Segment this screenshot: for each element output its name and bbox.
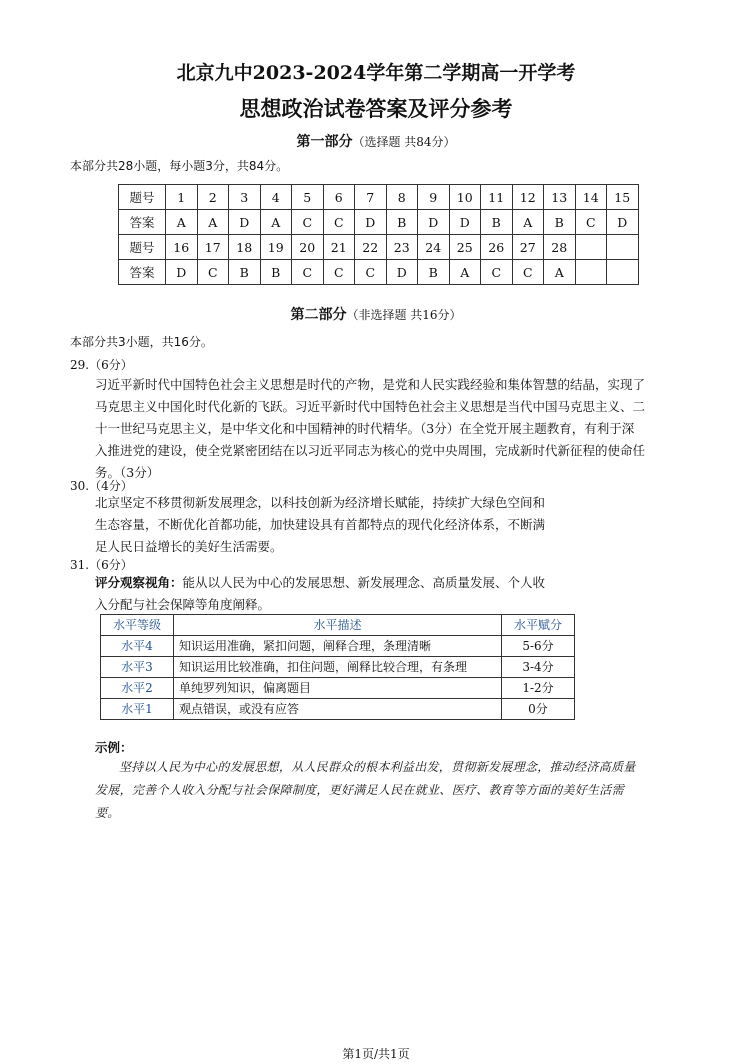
a-cell: B	[544, 210, 576, 235]
a-cell: B	[386, 210, 418, 235]
a-cell: A	[260, 210, 292, 235]
a-cell	[607, 260, 639, 285]
a-cell: B	[260, 260, 292, 285]
q-cell: 13	[544, 185, 576, 210]
row-label-question: 题号	[119, 235, 166, 260]
a-cell: D	[418, 210, 450, 235]
answer-line: 马克思主义中国化时代化新的飞跃。习近平新时代中国特色社会主义思想是当代中国马克思主义、二	[95, 399, 646, 414]
q-cell: 11	[481, 185, 513, 210]
q-cell: 4	[260, 185, 292, 210]
a-cell: C	[292, 260, 324, 285]
perspective-text-line2: 入分配与社会保障等角度阐释。	[95, 597, 271, 612]
a-cell: C	[323, 210, 355, 235]
q-cell: 27	[512, 235, 544, 260]
row-label-answer: 答案	[119, 210, 166, 235]
perspective-label: 评分观察视角：	[95, 575, 183, 590]
a-cell: A	[449, 260, 481, 285]
a-cell: A	[512, 210, 544, 235]
a-cell: C	[481, 260, 513, 285]
q-cell: 6	[323, 185, 355, 210]
a-cell: D	[355, 210, 387, 235]
answer-line: 习近平新时代中国特色社会主义思想是时代的产物，是党和人民实践经验和集体智慧的结晶，实现了	[95, 377, 646, 392]
answer-table-row-q2	[119, 235, 639, 260]
a-cell	[575, 260, 607, 285]
answer-table-row-a1	[119, 210, 639, 235]
page-footer: 第1页/共1页	[342, 1047, 410, 1061]
part1-heading-text: 第一部分	[296, 134, 353, 150]
row-label-question: 题号	[119, 185, 166, 210]
part2-heading	[0, 304, 752, 324]
a-cell: C	[323, 260, 355, 285]
answer-table-row-q1	[119, 185, 639, 210]
q-cell: 15	[607, 185, 639, 210]
q-cell: 19	[260, 235, 292, 260]
q-cell: 21	[323, 235, 355, 260]
q-cell: 2	[197, 185, 229, 210]
scoring-table-header	[101, 615, 575, 636]
a-cell: C	[197, 260, 229, 285]
a-cell: B	[229, 260, 261, 285]
q-cell: 10	[449, 185, 481, 210]
header-score: 水平赋分	[502, 615, 575, 636]
q-cell: 9	[418, 185, 450, 210]
answer-line: 足人民日益增长的美好生活需要。	[95, 539, 283, 554]
table-row	[101, 699, 575, 720]
q-cell: 18	[229, 235, 261, 260]
q-cell: 17	[197, 235, 229, 260]
example-line: 发展，完善个人收入分配与社会保障制度，更好满足人民在就业、医疗、教育等方面的美好生活需	[95, 783, 624, 797]
answer-line: 十一世纪马克思主义，是中华文化和中国精神的时代精华。（3分）在全党开展主题教育，有利于深	[95, 421, 635, 436]
score-cell: 3-4分	[502, 657, 575, 678]
part2-heading-note: （非选择题 共16分）	[346, 308, 462, 322]
description-cell: 单纯罗列知识，偏离题目	[174, 678, 502, 699]
description-cell: 知识运用准确，紧扣问题，阐释合理，条理清晰	[174, 636, 502, 657]
table-row	[101, 657, 575, 678]
q-cell: 7	[355, 185, 387, 210]
a-cell: D	[166, 260, 198, 285]
q-cell: 14	[575, 185, 607, 210]
description-cell: 观点错误，或没有应答	[174, 699, 502, 720]
header-level: 水平等级	[101, 615, 174, 636]
q-cell: 25	[449, 235, 481, 260]
q-cell: 20	[292, 235, 324, 260]
answer-table	[118, 184, 639, 285]
question-31-number: 31.（6分）	[70, 558, 133, 572]
score-cell: 5-6分	[502, 636, 575, 657]
q-cell: 5	[292, 185, 324, 210]
q-cell: 22	[355, 235, 387, 260]
a-cell: C	[292, 210, 324, 235]
level-cell: 水平2	[101, 678, 174, 699]
question-30-number: 30.（4分）	[70, 479, 133, 493]
q-cell: 26	[481, 235, 513, 260]
document-subtitle: 思想政治试卷答案及评分参考	[239, 97, 513, 121]
a-cell: D	[449, 210, 481, 235]
a-cell: A	[197, 210, 229, 235]
q-cell	[575, 235, 607, 260]
header-description: 水平描述	[174, 615, 502, 636]
question-30-answer	[95, 492, 590, 558]
example-line: 坚持以人民为中心的发展思想，从人民群众的根本利益出发，贯彻新发展理念，推动经济高质量	[119, 760, 636, 774]
score-cell: 0分	[502, 699, 575, 720]
part1-heading	[0, 131, 752, 151]
perspective-text-line1: 能从以人民为中心的发展思想、新发展理念、高质量发展、个人收	[182, 575, 546, 590]
description-cell: 知识运用比较准确，扣住问题，阐释比较合理，有条理	[174, 657, 502, 678]
document-title: 北京九中2023-2024学年第二学期高一开学考	[176, 62, 576, 84]
part2-heading-text: 第二部分	[290, 307, 347, 323]
question-31-perspective	[95, 572, 590, 616]
q-cell: 28	[544, 235, 576, 260]
a-cell: A	[166, 210, 198, 235]
example-label: 示例：	[95, 740, 133, 755]
part1-intro: 本部分共28小题，每小题3分，共84分。	[70, 159, 289, 173]
a-cell: D	[386, 260, 418, 285]
a-cell: B	[481, 210, 513, 235]
a-cell: A	[544, 260, 576, 285]
answer-line: 生态容量，不断优化首都功能，加快建设具有首都特点的现代化经济体系，不断满	[95, 517, 546, 532]
q-cell: 16	[166, 235, 198, 260]
answer-table-row-a2	[119, 260, 639, 285]
answer-line: 北京坚定不移贯彻新发展理念，以科技创新为经济增长赋能，持续扩大绿色空间和	[95, 495, 546, 510]
q-cell: 3	[229, 185, 261, 210]
part1-heading-note: （选择题 共84分）	[352, 135, 456, 149]
a-cell: C	[575, 210, 607, 235]
score-cell: 1-2分	[502, 678, 575, 699]
q-cell: 23	[386, 235, 418, 260]
example-answer	[95, 756, 685, 825]
q-cell: 12	[512, 185, 544, 210]
table-row	[101, 636, 575, 657]
example-line: 要。	[95, 806, 120, 820]
part2-intro: 本部分共3小题，共16分。	[70, 335, 213, 349]
a-cell: C	[355, 260, 387, 285]
question-29-number: 29.（6分）	[70, 358, 133, 372]
a-cell: D	[229, 210, 261, 235]
question-29-answer	[95, 374, 685, 484]
a-cell: C	[512, 260, 544, 285]
a-cell: D	[607, 210, 639, 235]
q-cell: 8	[386, 185, 418, 210]
table-row	[101, 678, 575, 699]
a-cell: B	[418, 260, 450, 285]
level-cell: 水平4	[101, 636, 174, 657]
level-cell: 水平3	[101, 657, 174, 678]
answer-line: 务。（3分）	[95, 465, 160, 480]
q-cell: 24	[418, 235, 450, 260]
scoring-level-table	[100, 614, 575, 720]
q-cell	[607, 235, 639, 260]
answer-line: 入推进党的建设，使全党紧密团结在以习近平同志为核心的党中央周围，完成新时代新征程的使命任	[95, 443, 646, 458]
level-cell: 水平1	[101, 699, 174, 720]
q-cell: 1	[166, 185, 198, 210]
row-label-answer: 答案	[119, 260, 166, 285]
